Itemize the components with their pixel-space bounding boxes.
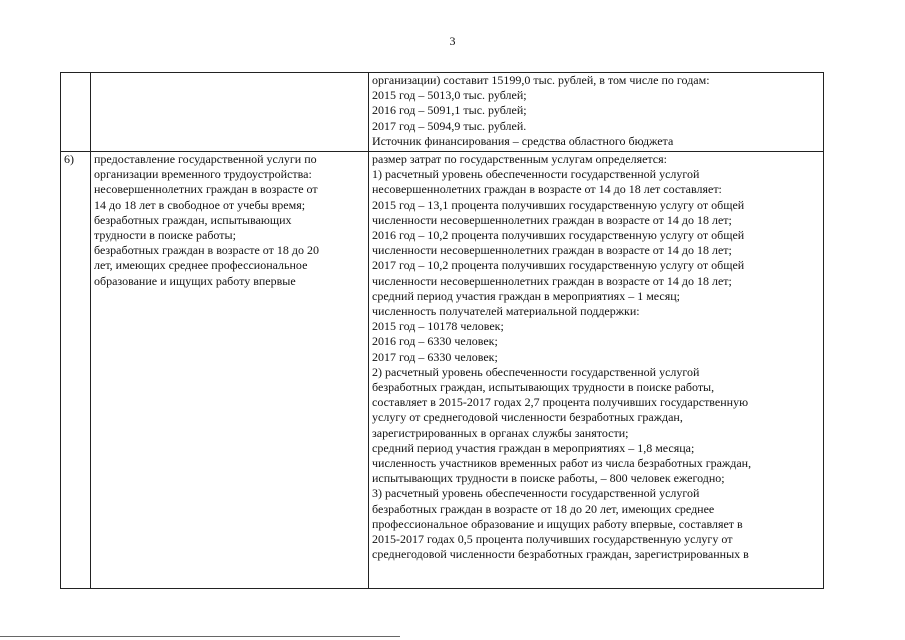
text-line: 2015-2017 годах 0,5 процента получивших государственную услугу от [372,532,733,547]
text-line: организации временного трудоустройства: [94,167,312,182]
text-line: трудности в поиске работы; [94,228,236,243]
text-line: безработных граждан в возрасте от 18 до 20 [94,243,319,258]
text-line: услугу от среднегодовой численности безработных граждан, [372,410,683,425]
service-description-cell [91,73,369,152]
text-line: безработных граждан, испытывающих трудности в поиске работы, [372,380,715,395]
text-line: 1) расчетный уровень обеспеченности государственной услугой [372,167,700,182]
text-line: испытывающих трудности в поиске работы, – 800 человек ежегодно; [372,471,725,486]
text-line: численности несовершеннолетних граждан в возрасте от 14 до 18 лет; [372,212,732,227]
text-line: численности несовершеннолетних граждан в возрасте от 14 до 18 лет; [372,243,732,258]
text-line: 2016 год – 6330 человек; [372,334,498,349]
text-line: 2016 год – 5091,1 тыс. рублей; [372,103,527,118]
text-line: 2015 год – 13,1 процента получивших государственную услугу от общей [372,197,745,212]
page-number: 3 [449,34,456,48]
service-description-cell [91,152,369,589]
row-number-cell [61,73,91,152]
text-line: предоставление государственной услуги по [94,152,317,166]
text-line: образование и ищущих работу впервые [94,273,296,288]
text-line: 14 до 18 лет в свободное от учебы время; [94,197,306,212]
page-bottom-rule [0,636,400,637]
text-line: 2017 год – 5094,9 тыс. рублей. [372,118,527,133]
text-line: 2017 год – 6330 человек; [372,349,498,364]
text-line: лет, имеющих среднее профессиональное [94,258,308,273]
service-details-cell [369,73,824,152]
text-line: средний период участия граждан в мероприятиях – 1 месяц; [372,288,681,303]
text-line: размер затрат по государственным услугам определяется: [372,152,667,166]
text-line: среднегодовой численности безработных граждан, зарегистрированных в [372,547,749,562]
table-row-continuation [61,73,824,152]
row-number-cell: 6) [61,152,91,589]
text-line: несовершеннолетних граждан в возрасте от [94,182,318,197]
text-line: 2016 год – 10,2 процента получивших государственную услугу от общей [372,228,745,243]
text-line: численности несовершеннолетних граждан в возрасте от 14 до 18 лет; [372,273,732,288]
text-line: 2017 год – 10,2 процента получивших государственную услугу от общей [372,258,745,273]
text-line: 2015 год – 10178 человек; [372,319,504,334]
text-line: несовершеннолетних граждан в возрасте от 14 до 18 лет составляет: [372,182,722,197]
text-line: безработных граждан в возрасте от 18 до 20 лет, имеющих среднее [372,501,715,516]
table-row-item-6 [61,152,824,589]
service-details-cell [369,152,824,589]
text-line: профессиональное образование и ищущих работу впервые, составляет в [372,516,743,531]
text-line: организации) составит 15199,0 тыс. рублей, в том числе по годам: [372,73,710,87]
text-line: составляет в 2015-2017 годах 2,7 процента получивших государственную [372,395,749,410]
document-table [60,72,824,589]
text-line: зарегистрированных в органах службы занятости; [372,425,629,440]
text-line: Источник финансирования – средства областного бюджета [372,133,674,148]
text-line: безработных граждан, испытывающих [94,212,292,227]
text-line: численность участников временных работ из числа безработных граждан, [372,456,752,471]
text-line: 2015 год – 5013,0 тыс. рублей; [372,88,527,103]
text-line: средний период участия граждан в мероприятиях – 1,8 месяца; [372,440,695,455]
text-line: численность получателей материальной поддержки: [372,304,640,319]
text-line: 3) расчетный уровень обеспеченности государственной услугой [372,486,700,501]
text-line: 2) расчетный уровень обеспеченности государственной услугой [372,364,700,379]
